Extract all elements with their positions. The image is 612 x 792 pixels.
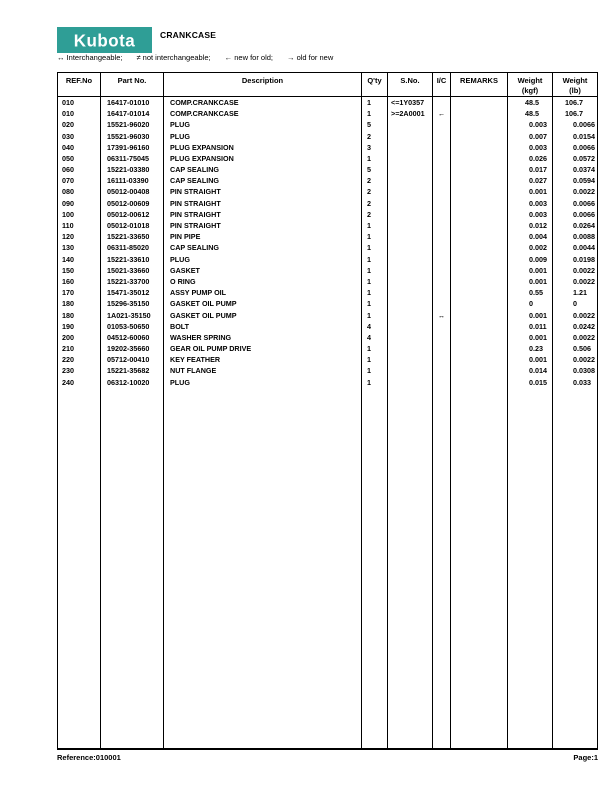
cell-sno <box>388 209 433 220</box>
legend-item-new-for-old: ← new for old; <box>224 53 273 62</box>
table-row <box>58 276 597 287</box>
cell-weight-kgf: 0 <box>508 298 553 309</box>
cell-sno <box>388 131 433 142</box>
cell-refno: 070 <box>58 175 101 186</box>
cell-ic <box>433 332 451 343</box>
cell-ic <box>433 142 451 153</box>
header-cell-weight-lb: Weight (lb) <box>562 76 588 95</box>
filler-cell-qty <box>362 388 388 748</box>
cell-qty: 1 <box>362 153 388 164</box>
cell-ic <box>433 131 451 142</box>
cell-ic: ↔ <box>433 310 451 321</box>
cell-refno: 170 <box>58 287 101 298</box>
cell-weight-lb: 0 .0066 <box>573 198 595 208</box>
cell-remarks <box>451 209 508 220</box>
cell-partno: 05712-00410 <box>101 354 164 365</box>
cell-description: PLUG <box>164 377 362 388</box>
cell-ic <box>433 354 451 365</box>
interchangeability-legend <box>57 53 333 62</box>
cell-description: PIN STRAIGHT <box>164 198 362 209</box>
cell-qty: 2 <box>362 187 388 198</box>
cell-ic: ← <box>433 108 451 119</box>
cell-refno: 100 <box>58 209 101 220</box>
cell-weight-kgf: 0 .007 <box>508 131 553 142</box>
cell-partno: 19202-35660 <box>101 343 164 354</box>
cell-description: PLUG EXPANSION <box>164 153 362 164</box>
filler-cell-sno <box>388 388 433 748</box>
cell-ic <box>433 175 451 186</box>
cell-refno: 150 <box>58 265 101 276</box>
cell-sno <box>388 175 433 186</box>
cell-partno: 01053-50650 <box>101 321 164 332</box>
kubota-logo-text: Kubota <box>73 30 136 50</box>
cell-refno: 120 <box>58 231 101 242</box>
table-row <box>58 298 597 309</box>
cell-partno: 15021-33660 <box>101 265 164 276</box>
legend-item-interchangeable: ↔ Interchangeable; <box>57 53 123 62</box>
cell-remarks <box>451 231 508 242</box>
cell-qty: 1 <box>362 343 388 354</box>
cell-weight-kgf: 0 .011 <box>508 321 553 332</box>
cell-refno: 080 <box>58 187 101 198</box>
cell-ic <box>433 153 451 164</box>
table-row <box>58 198 597 209</box>
cell-ic <box>433 298 451 309</box>
cell-ic <box>433 119 451 130</box>
cell-ic <box>433 287 451 298</box>
cell-qty: 2 <box>362 209 388 220</box>
cell-remarks <box>451 153 508 164</box>
cell-description: GEAR OIL PUMP DRIVE <box>164 343 362 354</box>
cell-ic <box>433 164 451 175</box>
cell-remarks <box>451 131 508 142</box>
cell-description: PLUG <box>164 119 362 130</box>
cell-remarks <box>451 108 508 119</box>
table-row <box>58 153 597 164</box>
table-row <box>58 209 597 220</box>
cell-refno: 180 <box>58 310 101 321</box>
cell-weight-lb: 106 .7 <box>565 109 583 119</box>
cell-weight-kgf: 0 .001 <box>508 276 553 287</box>
cell-weight-kgf: 0 .017 <box>508 164 553 175</box>
cell-ic <box>433 97 451 108</box>
cell-sno <box>388 377 433 388</box>
cell-description: PLUG <box>164 131 362 142</box>
cell-partno: 15221-33650 <box>101 231 164 242</box>
cell-weight-kgf: 0 .004 <box>508 231 553 242</box>
cell-weight-lb: 0 .0594 <box>573 176 595 186</box>
cell-weight-lb: 0 .0022 <box>573 355 595 365</box>
cell-refno: 040 <box>58 142 101 153</box>
cell-sno <box>388 310 433 321</box>
cell-weight-lb: 0 .0022 <box>573 310 595 320</box>
cell-remarks <box>451 265 508 276</box>
cell-remarks <box>451 97 508 108</box>
cell-sno: <=1Y0357 <box>388 97 433 108</box>
cell-sno: >=2A0001 <box>388 108 433 119</box>
cell-description: PIN PIPE <box>164 231 362 242</box>
cell-weight-kgf: 0 .003 <box>508 198 553 209</box>
kubota-logo <box>57 27 152 53</box>
cell-weight-kgf: 0 .003 <box>508 119 553 130</box>
cell-description: PIN STRAIGHT <box>164 187 362 198</box>
cell-refno: 190 <box>58 321 101 332</box>
cell-qty: 1 <box>362 366 388 377</box>
cell-sno <box>388 276 433 287</box>
cell-partno: 17391-96160 <box>101 142 164 153</box>
cell-weight-lb: 0 .0264 <box>573 221 595 231</box>
cell-sno <box>388 343 433 354</box>
cell-qty: 4 <box>362 332 388 343</box>
cell-sno <box>388 254 433 265</box>
cell-partno: 16417-01010 <box>101 97 164 108</box>
cell-remarks <box>451 276 508 287</box>
cell-refno: 180 <box>58 298 101 309</box>
table-row <box>58 119 597 130</box>
cell-remarks <box>451 354 508 365</box>
cell-qty: 1 <box>362 254 388 265</box>
header-cell-partno: Part No. <box>101 73 164 96</box>
cell-description: CAP SEALING <box>164 175 362 186</box>
cell-partno: 06312-10020 <box>101 377 164 388</box>
cell-partno: 1A021-35150 <box>101 310 164 321</box>
table-row <box>58 287 597 298</box>
cell-refno: 020 <box>58 119 101 130</box>
cell-remarks <box>451 142 508 153</box>
cell-weight-kgf: 0 .015 <box>508 377 553 388</box>
cell-remarks <box>451 119 508 130</box>
cell-description: NUT FLANGE <box>164 366 362 377</box>
page-footer <box>57 753 598 762</box>
header-cell-ic: I/C <box>433 73 451 96</box>
table-row <box>58 142 597 153</box>
cell-qty: 5 <box>362 119 388 130</box>
cell-weight-kgf: 0 .003 <box>508 142 553 153</box>
cell-description: PLUG EXPANSION <box>164 142 362 153</box>
header-cell-description: Description <box>164 73 362 96</box>
cell-qty: 1 <box>362 108 388 119</box>
cell-ic <box>433 220 451 231</box>
cell-ic <box>433 377 451 388</box>
table-row <box>58 254 597 265</box>
cell-description: ASSY PUMP OIL <box>164 287 362 298</box>
cell-partno: 06311-85020 <box>101 242 164 253</box>
cell-refno: 060 <box>58 164 101 175</box>
cell-remarks <box>451 321 508 332</box>
cell-ic <box>433 209 451 220</box>
cell-refno: 010 <box>58 97 101 108</box>
cell-partno: 15221-33610 <box>101 254 164 265</box>
table-filler <box>58 388 597 748</box>
table-header <box>58 73 597 97</box>
cell-weight-lb: 0 .0572 <box>573 153 595 163</box>
cell-sno <box>388 198 433 209</box>
page-title: CRANKCASE <box>160 30 217 40</box>
header-cell-weight-kgf: Weight (kgf) <box>508 73 553 96</box>
cell-qty: 1 <box>362 265 388 276</box>
header-cell-qty: Q'ty <box>362 73 388 96</box>
cell-qty: 2 <box>362 131 388 142</box>
cell-description: PLUG <box>164 254 362 265</box>
cell-weight-kgf: 0 .003 <box>508 209 553 220</box>
cell-partno: 15221-35682 <box>101 366 164 377</box>
cell-remarks <box>451 332 508 343</box>
cell-qty: 1 <box>362 310 388 321</box>
header-cell-remarks: REMARKS <box>451 73 508 96</box>
cell-weight-lb: 0 .0022 <box>573 265 595 275</box>
table-row <box>58 354 597 365</box>
table-row <box>58 97 597 108</box>
cell-remarks <box>451 220 508 231</box>
cell-weight-lb: 0 .0022 <box>573 332 595 342</box>
cell-partno: 15296-35150 <box>101 298 164 309</box>
table-row <box>58 164 597 175</box>
cell-weight-lb: 0 .0308 <box>573 366 595 376</box>
cell-description: GASKET <box>164 265 362 276</box>
cell-weight-lb: 0 .0066 <box>573 120 595 130</box>
cell-partno: 06311-75045 <box>101 153 164 164</box>
cell-description: COMP.CRANKCASE <box>164 108 362 119</box>
cell-weight-lb: 0 .0088 <box>573 232 595 242</box>
table-row <box>58 310 597 321</box>
table-row <box>58 175 597 186</box>
cell-weight-lb: 0 .0374 <box>573 165 595 175</box>
cell-weight-kgf: 0 .027 <box>508 175 553 186</box>
cell-ic <box>433 343 451 354</box>
cell-refno: 130 <box>58 242 101 253</box>
cell-sno <box>388 321 433 332</box>
cell-remarks <box>451 377 508 388</box>
cell-partno: 15521-96030 <box>101 131 164 142</box>
cell-remarks <box>451 287 508 298</box>
cell-qty: 1 <box>362 287 388 298</box>
cell-description: GASKET OIL PUMP <box>164 298 362 309</box>
table-row <box>58 187 597 198</box>
cell-sno <box>388 187 433 198</box>
cell-weight-kgf: 0 .55 <box>508 287 553 298</box>
cell-remarks <box>451 242 508 253</box>
cell-refno: 010 <box>58 108 101 119</box>
cell-partno: 16417-01014 <box>101 108 164 119</box>
filler-cell-weight-kgf <box>508 388 553 748</box>
cell-refno: 200 <box>58 332 101 343</box>
cell-sno <box>388 142 433 153</box>
cell-weight-lb: 106 .7 <box>565 97 583 107</box>
table-row <box>58 265 597 276</box>
cell-refno: 230 <box>58 366 101 377</box>
cell-sno <box>388 366 433 377</box>
cell-weight-lb: 0 .0022 <box>573 276 595 286</box>
cell-qty: 2 <box>362 175 388 186</box>
cell-sno <box>388 332 433 343</box>
cell-remarks <box>451 175 508 186</box>
page-number: Page:1 <box>573 753 598 762</box>
cell-weight-kgf: 0 .001 <box>508 187 553 198</box>
cell-weight-lb: 0 .0022 <box>573 187 595 197</box>
cell-weight-kgf: 0 .026 <box>508 153 553 164</box>
table-row <box>58 366 597 377</box>
cell-ic <box>433 276 451 287</box>
cell-description: COMP.CRANKCASE <box>164 97 362 108</box>
cell-sno <box>388 242 433 253</box>
reference-label: Reference:010001 <box>57 753 121 762</box>
cell-weight-kgf: 0 .001 <box>508 310 553 321</box>
cell-weight-kgf: 0 .001 <box>508 265 553 276</box>
legend-item-not-interchangeable: ≠ not interchangeable; <box>136 53 211 62</box>
cell-ic <box>433 265 451 276</box>
cell-qty: 1 <box>362 298 388 309</box>
table-row <box>58 220 597 231</box>
table-body <box>58 97 597 388</box>
cell-weight-lb: 0 .0242 <box>573 321 595 331</box>
cell-partno: 16111-03390 <box>101 175 164 186</box>
cell-refno: 090 <box>58 198 101 209</box>
cell-qty: 1 <box>362 231 388 242</box>
cell-remarks <box>451 343 508 354</box>
cell-ic <box>433 231 451 242</box>
cell-refno: 140 <box>58 254 101 265</box>
cell-description: CAP SEALING <box>164 242 362 253</box>
cell-remarks <box>451 254 508 265</box>
cell-sno <box>388 119 433 130</box>
cell-weight-kgf: 48 .5 <box>508 97 553 108</box>
cell-qty: 1 <box>362 97 388 108</box>
legend-item-old-for-new: → old for new <box>287 53 334 62</box>
cell-refno: 220 <box>58 354 101 365</box>
table-row <box>58 131 597 142</box>
cell-qty: 1 <box>362 276 388 287</box>
filler-cell-weight-lb <box>553 388 597 748</box>
cell-description: KEY FEATHER <box>164 354 362 365</box>
cell-partno: 15221-03380 <box>101 164 164 175</box>
cell-partno: 05012-01018 <box>101 220 164 231</box>
cell-qty: 5 <box>362 164 388 175</box>
cell-qty: 4 <box>362 321 388 332</box>
cell-description: PIN STRAIGHT <box>164 209 362 220</box>
cell-description: BOLT <box>164 321 362 332</box>
table-row <box>58 377 597 388</box>
cell-weight-lb: 0 <box>573 299 577 309</box>
cell-weight-lb: 1 .21 <box>573 288 587 298</box>
cell-sno <box>388 298 433 309</box>
table-row <box>58 343 597 354</box>
cell-remarks <box>451 164 508 175</box>
cell-refno: 160 <box>58 276 101 287</box>
cell-refno: 210 <box>58 343 101 354</box>
cell-partno: 04512-60060 <box>101 332 164 343</box>
cell-partno: 15521-96020 <box>101 119 164 130</box>
cell-qty: 1 <box>362 220 388 231</box>
filler-cell-description <box>164 388 362 748</box>
header-cell-refno: REF.No <box>58 73 101 96</box>
cell-remarks <box>451 187 508 198</box>
cell-weight-lb: 0 .0066 <box>573 142 595 152</box>
cell-weight-kgf: 0 .23 <box>508 343 553 354</box>
cell-partno: 05012-00408 <box>101 187 164 198</box>
cell-qty: 2 <box>362 198 388 209</box>
cell-weight-kgf: 0 .012 <box>508 220 553 231</box>
cell-remarks <box>451 366 508 377</box>
filler-cell-remarks <box>451 388 508 748</box>
filler-cell-refno <box>58 388 101 748</box>
cell-remarks <box>451 198 508 209</box>
filler-cell-partno <box>101 388 164 748</box>
cell-ic <box>433 187 451 198</box>
cell-ic <box>433 254 451 265</box>
cell-refno: 110 <box>58 220 101 231</box>
cell-sno <box>388 231 433 242</box>
cell-description: PIN STRAIGHT <box>164 220 362 231</box>
table-row <box>58 231 597 242</box>
cell-weight-lb: 0 .0044 <box>573 243 595 253</box>
cell-remarks <box>451 310 508 321</box>
cell-sno <box>388 354 433 365</box>
cell-qty: 3 <box>362 142 388 153</box>
cell-weight-kgf: 0 .001 <box>508 354 553 365</box>
cell-sno <box>388 265 433 276</box>
cell-refno: 030 <box>58 131 101 142</box>
table-row <box>58 242 597 253</box>
cell-weight-lb: 0 .0154 <box>573 131 595 141</box>
cell-weight-kgf: 0 .002 <box>508 242 553 253</box>
cell-sno <box>388 153 433 164</box>
cell-qty: 1 <box>362 242 388 253</box>
cell-remarks <box>451 298 508 309</box>
cell-weight-kgf: 0 .009 <box>508 254 553 265</box>
cell-weight-kgf: 0 .014 <box>508 366 553 377</box>
cell-weight-lb: 0 .506 <box>573 344 591 354</box>
table-row <box>58 108 597 119</box>
cell-sno <box>388 164 433 175</box>
header-cell-sno: S.No. <box>388 73 433 96</box>
table-row <box>58 321 597 332</box>
cell-ic <box>433 242 451 253</box>
cell-description: CAP SEALING <box>164 164 362 175</box>
cell-description: O RING <box>164 276 362 287</box>
cell-partno: 05012-00612 <box>101 209 164 220</box>
cell-weight-kgf: 0 .001 <box>508 332 553 343</box>
cell-refno: 050 <box>58 153 101 164</box>
cell-partno: 05012-00609 <box>101 198 164 209</box>
cell-weight-lb: 0 .033 <box>573 377 591 387</box>
cell-partno: 15221-33700 <box>101 276 164 287</box>
parts-table <box>57 72 598 750</box>
cell-ic <box>433 366 451 377</box>
filler-cell-ic <box>433 388 451 748</box>
cell-qty: 1 <box>362 354 388 365</box>
cell-refno: 240 <box>58 377 101 388</box>
table-row <box>58 332 597 343</box>
cell-weight-kgf: 48 .5 <box>508 108 553 119</box>
cell-sno <box>388 287 433 298</box>
cell-partno: 15471-35012 <box>101 287 164 298</box>
cell-weight-lb: 0 .0066 <box>573 209 595 219</box>
cell-sno <box>388 220 433 231</box>
cell-ic <box>433 198 451 209</box>
cell-description: WASHER SPRING <box>164 332 362 343</box>
cell-qty: 1 <box>362 377 388 388</box>
cell-weight-lb: 0 .0198 <box>573 254 595 264</box>
cell-ic <box>433 321 451 332</box>
cell-description: GASKET OIL PUMP <box>164 310 362 321</box>
